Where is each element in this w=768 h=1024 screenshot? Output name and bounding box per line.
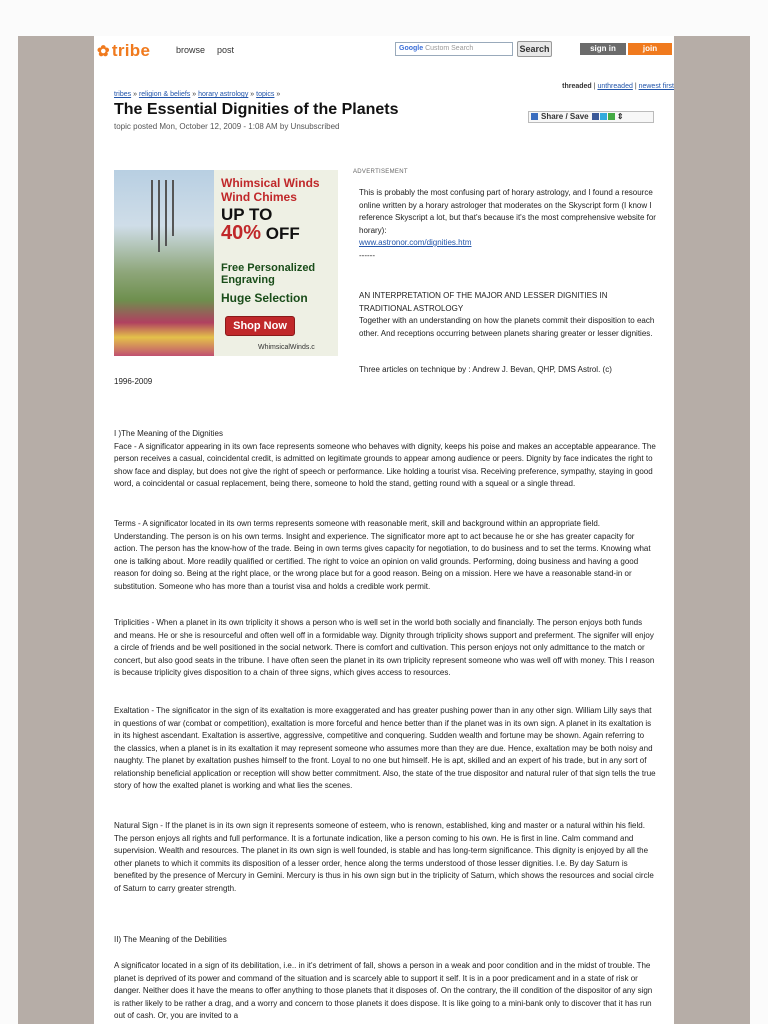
view-newest-first[interactable]: newest first: [638, 83, 674, 90]
join-button[interactable]: join: [628, 43, 672, 55]
sign-in-button[interactable]: sign in: [580, 43, 626, 55]
triplicities-paragraph: Triplicities - When a planet in its own triplicity it shows a person who is well set in the world both socially and financially. The person enjoys both funds and means. He or she is resourceful and often well off in a formidable way. Dignity through triplicity shows support and preferment. The signifer will enjoy a circle of friends and be well positioned in the social network. There is comfort and cultivation. This person enjoys not only admittance to the match or concert, but also good seats in the tribune. I have often seen the planet in its own triplicity represent someone who was well off with money. This I reason is because triplicity gives disposition to a chain of three signs, which gives access to resources.: [114, 618, 655, 677]
exaltation-paragraph: Exaltation - The significator in the sign of its exaltation is more exaggerated and has greater pushing power than in any other sign. William Lilly says that in questions of war (combat or competition), exaltation is more forceful and hence better than if the planet was in its own sign. A planet in its exaltation is in its highest ascendant. Exaltation is assertive, aggressive, competitive and conquering. Sudden wealth and fortune may be shown. Again referring to the classics, when a planet is in its exaltation it may represent someone who assumes more than they are due. Hence, exaltation may be both noisy and naughty. The planet by exaltation pushes himself to the front. Loyal to no one but himself. He is apt, skilled and an expert of his trade, but in any sort of relationship beneficial application or reception will show better commitment. Also, the state of the true dispositor and natural ruler of that sign tells the true story of how the exalted planet is working and what lies the scenes.: [114, 706, 656, 790]
credits-line: Three articles on technique by : Andrew J. Bevan, QHP, DMS Astrol. (c): [359, 365, 612, 374]
view-threaded[interactable]: threaded: [562, 83, 592, 90]
shop-now-button[interactable]: Shop Now: [225, 316, 295, 336]
chime-tube-icon: [172, 180, 174, 236]
google-brand: Google: [399, 45, 424, 52]
chevron-updown-icon: ⇕: [616, 112, 624, 121]
ad-engraving: [221, 262, 315, 286]
search-input[interactable]: [395, 42, 513, 56]
topic-meta: topic posted Mon, October 12, 2009 - 1:08 AM by Unsubscribed: [114, 122, 340, 131]
view-unthreaded[interactable]: unthreaded: [597, 83, 633, 90]
face-paragraph: Face - A significator appearing in its own face represents someone who behaves with dignity, keeps his poise and makes an acceptable appearance. The person receives a casual, coincidental credit, is admitted on legitimate grounds to appear among audience or peers. Dignity by face indicates the right to show face and display, but does not give the right of speech or performance. Like holding a tourist visa. Receiving preference, sympathy, staying in good word, a coincidental or casual replacement, being there, someone to hold the stand, getting round with a squeal or a single thread.: [114, 441, 656, 488]
dashes: ------: [359, 250, 375, 260]
dignities-link[interactable]: www.astronor.com/dignities.htm: [359, 238, 472, 247]
ad-line3: UP TO: [221, 205, 273, 224]
chime-tube-icon: [158, 180, 160, 252]
share-label: Share / Save: [541, 112, 589, 121]
tribe-logo[interactable]: [97, 41, 150, 61]
breadcrumb-religion[interactable]: religion & beliefs: [138, 91, 191, 98]
chime-tube-icon: [151, 180, 153, 240]
breadcrumb-separator: »: [192, 91, 197, 98]
breadcrumb-separator: »: [250, 91, 255, 98]
terms-paragraph: Terms - A significator located in its own terms represents someone with reasonable merit, skill and background within an appropriate field. Understanding. The person is on his own terms. Insight and experience. The significator more apt to act because he or she has greater capacity for action. The person has the know-how of the trade. Being in own terms gives capacity for negotiation, to do business and to set the terms. Knowing what one is talking about. More readily qualified or certified. The right to voice an opinion on valid grounds. Performing, doing business and having a good reason for doing so. Being at the right place, or the wrong place but for a good reason. Being on a mission. Here we have a reasonable stand-in or substitution. Someone who has more than a tourist visa and holds a credible work permit.: [114, 519, 651, 591]
natural-sign-paragraph: Natural Sign - If the planet is in its own sign it represents someone of esteem, who is renown, established, king and master or a natural within his field. The person enjoys all rights and full performance. It is a fortunate indication, like a person coming to his own. He is first in line. Calm command and supervision. Wealth and resources. The planet in its own sign is well founded, is stable and has long-term significance. This dignity is enjoyed by all the other planets to which it commits its disposition of a lesser order, hence along the terms understood of those lesser dignities. I.e. By day Saturn is benefited by the presence of Mercury in Gemini. Mercury is thus in his own sign but in the triplicity of Saturn, which shows the resources and social circle of Saturn to carry greater strength.: [114, 821, 654, 893]
ad-headline: [221, 176, 320, 204]
view-separator: |: [634, 83, 637, 90]
ad-offer: [221, 205, 300, 243]
view-mode-switcher: [562, 83, 674, 90]
breadcrumb-horary[interactable]: horary astrology: [198, 91, 249, 98]
chime-tube-icon: [165, 180, 167, 246]
search-button[interactable]: Search: [517, 41, 552, 57]
intro-text: This is probably the most confusing part of horary astrology, and I found a resource online written by a horary astrologer that moderates on the Skyscript form (I know I reference Skyscript a lot, but that's because it's the most comprehensive website for horary):: [359, 188, 656, 235]
ad-line1: Whimsical Winds: [221, 176, 320, 190]
intro-paragraph: [359, 187, 656, 262]
nav-browse[interactable]: browse: [176, 45, 206, 55]
share-save-button[interactable]: [528, 111, 654, 123]
ad-line5: Free Personalized: [221, 262, 316, 274]
ad-off: OFF: [261, 224, 300, 243]
ad-discount: 40%: [221, 222, 262, 244]
debilities-paragraph: A significator located in a sign of its debilitation, i.e.. in it's detriment of fall, shows a person in a weak and poor condition and in the midst of trouble. The planet is deprived of its power and command of the situation and is scarcely able to support it self. It is in a poor predicament and in a state of risk or danger. Neither does it have the means to offer anything to those planets that it disposes of. On the contrary, the ill condition of the dispositor of any sign is rather likely to be rather a drag, and a worry and concern to those planets it does dispose. It is like going to a mini-bank only to discover that it has run out of cash. Or, you are invited to a: [114, 961, 653, 1020]
ad-line2: Wind Chimes: [221, 190, 297, 204]
heading-subtext: Together with an understanding on how the planets commit their disposition to each other. And receptions occurring between planets sharing greater or lesser dignities.: [359, 316, 655, 338]
search-placeholder: Custom Search: [425, 45, 474, 52]
breadcrumb-separator: »: [276, 91, 281, 98]
tribe-logo-icon: ✿: [97, 43, 110, 60]
twitter-icon: [600, 113, 607, 120]
page-margin: [0, 0, 18, 1024]
facebook-icon: [592, 113, 599, 120]
share-green-icon: [608, 113, 615, 120]
breadcrumb-separator: »: [133, 91, 137, 98]
ad-url: WhimsicalWinds.c: [258, 344, 315, 351]
nav-post[interactable]: post: [217, 45, 235, 55]
page-title: The Essential Dignities of the Planets: [114, 101, 399, 118]
section-debilities-title: II) The Meaning of the Debilities: [114, 935, 227, 944]
breadcrumb-tribes[interactable]: tribes: [114, 91, 132, 98]
ad-line6: Engraving: [221, 274, 275, 286]
section1-title: I )The Meaning of the Dignities: [114, 429, 223, 438]
section-dignities: [114, 428, 656, 491]
credits-years: 1996-2009: [114, 377, 153, 386]
share-icon: [531, 113, 538, 120]
heading-text: AN INTERPRETATION OF THE MAJOR AND LESSER DIGNITIES IN TRADITIONAL ASTROLOGY: [359, 291, 608, 313]
advertisement-label: ADVERTISEMENT: [353, 169, 408, 175]
view-separator: |: [593, 83, 596, 90]
article-heading: [359, 290, 656, 340]
breadcrumb: [114, 91, 280, 98]
wind-chime-garden-photo: [114, 170, 214, 356]
logo-text: tribe: [111, 41, 151, 60]
ad-banner[interactable]: [114, 170, 338, 356]
ad-selection: Huge Selection: [221, 291, 308, 305]
breadcrumb-topics[interactable]: topics: [256, 91, 275, 98]
